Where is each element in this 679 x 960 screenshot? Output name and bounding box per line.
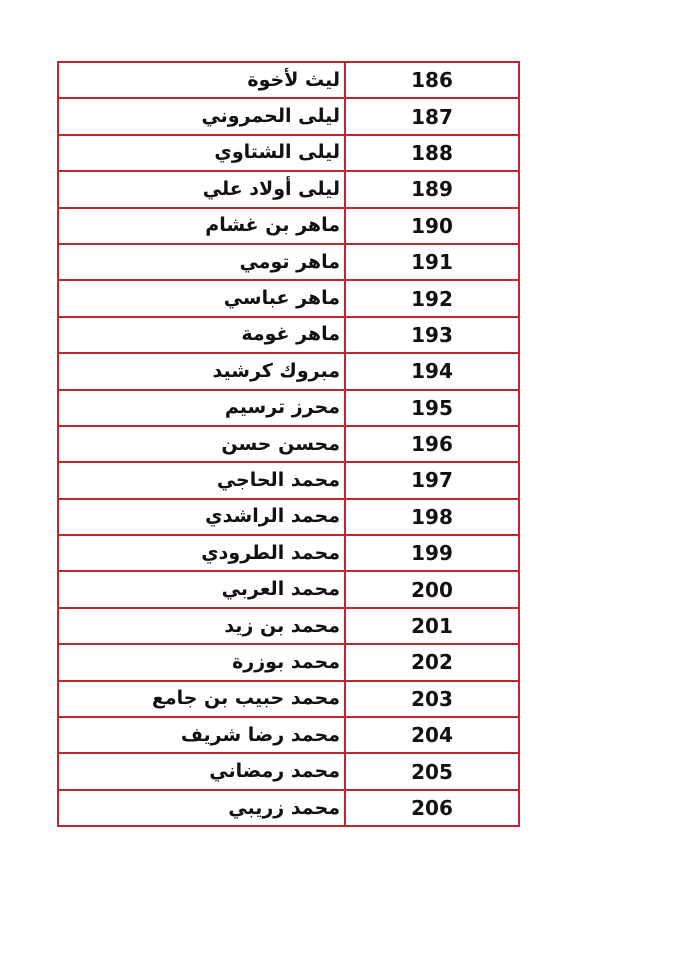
table-row — [58, 390, 519, 426]
number-cell: 205 — [345, 753, 519, 789]
table-row — [58, 535, 519, 571]
number-cell: 195 — [345, 390, 519, 426]
number-cell: 189 — [345, 171, 519, 207]
name-cell: ليلى أولاد علي — [58, 171, 345, 207]
number-cell: 190 — [345, 208, 519, 244]
name-cell: محمد بوزرة — [58, 644, 345, 680]
number-cell: 202 — [345, 644, 519, 680]
number-cell: 187 — [345, 98, 519, 134]
number-cell: 204 — [345, 717, 519, 753]
table-row — [58, 571, 519, 607]
number-cell: 200 — [345, 571, 519, 607]
name-cell: ليلى الحمروني — [58, 98, 345, 134]
number-cell: 194 — [345, 353, 519, 389]
number-cell: 197 — [345, 462, 519, 498]
table-row — [58, 426, 519, 462]
number-cell: 188 — [345, 135, 519, 171]
table-row — [58, 681, 519, 717]
number-cell: 186 — [345, 62, 519, 98]
number-cell: 201 — [345, 608, 519, 644]
name-cell: ماهر تومي — [58, 244, 345, 280]
number-cell: 203 — [345, 681, 519, 717]
table-row — [58, 499, 519, 535]
table-row — [58, 353, 519, 389]
name-cell: محمد بن زيد — [58, 608, 345, 644]
name-cell: محمد الراشدي — [58, 499, 345, 535]
name-cell: محمد الحاجي — [58, 462, 345, 498]
name-cell: محمد زريبي — [58, 790, 345, 826]
name-cell: ماهر غومة — [58, 317, 345, 353]
table-row — [58, 608, 519, 644]
name-cell: محسن حسن — [58, 426, 345, 462]
table-row — [58, 644, 519, 680]
names-table-body — [58, 62, 519, 826]
name-cell: محمد رمضاني — [58, 753, 345, 789]
name-cell: ماهر عباسي — [58, 280, 345, 316]
number-cell: 193 — [345, 317, 519, 353]
number-cell: 198 — [345, 499, 519, 535]
table-row — [58, 280, 519, 316]
table-row — [58, 717, 519, 753]
table-row — [58, 135, 519, 171]
name-cell: ليث لأخوة — [58, 62, 345, 98]
name-cell: محمد حبيب بن جامع — [58, 681, 345, 717]
table-row — [58, 244, 519, 280]
name-cell: محمد الطرودي — [58, 535, 345, 571]
table-row — [58, 98, 519, 134]
names-table — [57, 61, 520, 827]
table-row — [58, 317, 519, 353]
table-row — [58, 62, 519, 98]
table-row — [58, 208, 519, 244]
number-cell: 192 — [345, 280, 519, 316]
table-row — [58, 462, 519, 498]
table-row — [58, 753, 519, 789]
number-cell: 206 — [345, 790, 519, 826]
number-cell: 196 — [345, 426, 519, 462]
table-row — [58, 790, 519, 826]
name-cell: مبروك كرشيد — [58, 353, 345, 389]
name-cell: محرز ترسيم — [58, 390, 345, 426]
number-cell: 191 — [345, 244, 519, 280]
name-cell: ماهر بن غشام — [58, 208, 345, 244]
name-cell: ليلى الشتاوي — [58, 135, 345, 171]
number-cell: 199 — [345, 535, 519, 571]
name-cell: محمد العربي — [58, 571, 345, 607]
name-cell: محمد رضا شريف — [58, 717, 345, 753]
table-row — [58, 171, 519, 207]
